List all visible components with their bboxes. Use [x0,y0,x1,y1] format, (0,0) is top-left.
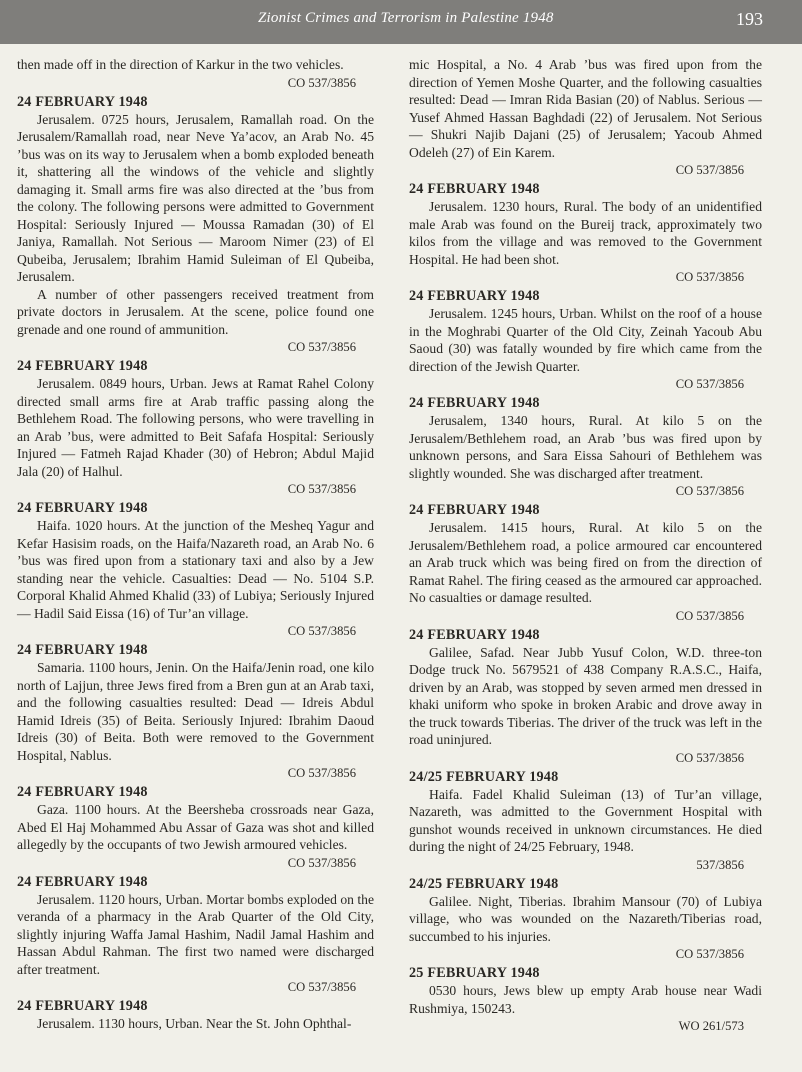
entry [409,394,762,500]
entry [409,768,762,874]
entry [17,357,374,498]
entry [17,56,374,92]
entry-text: Jerusalem, 1340 hours, Rural. At kilo 5 on the Jerusalem/Bethlehem road, an Arab ’bus was fired upon by unknown persons, and Sara Eissa Sahouri of Bethlehem was slightly wounded. She was discharged after treatment. [409,413,762,481]
entry [17,93,374,357]
source-reference: CO 537/3856 [287,766,356,780]
source-reference: CO 537/3856 [675,947,744,961]
entry-date: 24 FEBRUARY 1948 [17,358,148,374]
entry-date: 24 FEBRUARY 1948 [409,626,540,643]
source-reference: CO 537/3856 [287,855,356,870]
entry-text: Jerusalem. 1415 hours, Rural. At kilo 5 on the Jerusalem/Bethlehem road, a police armoured car encountered an Arab truck which was being fired on from the direction of Ramat Rahel. The firing ceased as the armoured car approached. No casualties or damage resulted. [409,520,762,605]
entry-date: 24 FEBRUARY 1948 [17,784,148,800]
entry-text: Jerusalem. 1230 hours, Rural. The body of an unidentified male Arab was found on the Bureij track, approximately two kilos from the village and was removed to the Government Hospital. He had been shot. [409,199,762,267]
entry-text: Jerusalem. 0725 hours, Jerusalem, Ramallah road. On the Jerusalem/Ramallah road, near Neve Ya’acov, an Arab No. 45 ’bus was on its way to Jerusalem when a bomb exploded beneath it, shattering all the windows of the vehicle and slightly damaging it. Small arms fire was also directed at the ’bus from the colony. The following persons were admitted to Government Hospital: Seriously Injured — Moussa Ramadan (30) of El Janiya, Ramallah. Not Serious — Maroom Nimer (23) of El Qubeiba, Jerusalem; Ibrahim Hamid Suleiman of El Qubeiba, Jerusalem. [17,111,374,284]
source-reference: CO 537/3856 [675,750,744,765]
entry [409,180,762,286]
entry [409,501,762,625]
entry-text: then made off in the direction of Karkur in the two vehicles. [17,57,344,72]
entry-date: 24 FEBRUARY 1948 [409,502,540,518]
source-reference: CO 537/3856 [287,980,356,994]
source-reference: CO 537/3856 [287,482,356,496]
entry [409,287,762,393]
entry [409,56,762,179]
entry-date: 24 FEBRUARY 1948 [17,998,148,1014]
entry-date: 24 FEBRUARY 1948 [17,500,148,516]
entry-text: Samaria. 1100 hours, Jenin. On the Haifa/Jenin road, one kilo north of Lajjun, three Jews fired from a Bren gun at an Arab taxi, and the following casualties resulted: Dead — Idreis Abdul Hamid Idreis (35) of Beita. Seriously Injured: Ibrahim Daoud Idreis (30) of Beita. Both were removed to the Government Hospital, Nablus. [17,660,374,763]
entry [17,783,374,872]
source-reference: 537/3856 [696,857,744,872]
entry [17,499,374,640]
entry-date: 24 FEBRUARY 1948 [17,873,148,890]
entry-text: Jerusalem. 1120 hours, Urban. Mortar bombs exploded on the veranda of a pharmacy in the Arab Quarter of the Old City, slightly injuring Waffa Jamal Hashim, Nadil Jamal Hashim and Hassan Abdul Rahman. The first two named were discharged after treatment. [17,891,374,977]
right-column [409,56,762,1036]
entry-text: mic Hospital, a No. 4 Arab ’bus was fired upon from the direction of Yemen Moshe Quarter, and the following casualties resulted: Dead — Imran Rida Basian (20) of Nablus. Serious — Yusef Ahmed Hassan Baghdadi (22) of Jerusalem. Not Serious — Shukri Najib Dajani (25) of Jerusalem; Yacoub Ahmed Odeleh (27) of Ein Karem. [409,57,762,160]
entry-date: 24 FEBRUARY 1948 [409,181,540,197]
running-header [0,0,802,44]
entry [409,964,762,1035]
source-reference: WO 261/573 [678,1019,744,1033]
entry-date: 24/25 FEBRUARY 1948 [409,768,559,785]
entry-text: Jerusalem. 1245 hours, Urban. Whilst on the roof of a house in the Moghrabi Quarter of the Old City, Zeinah Yacoub Abu Saoud (30) was fatally wounded by fire which came from the direction of the Jewish Quarter. [409,306,762,374]
entry-text: Galilee, Safad. Near Jubb Yusuf Colon, W.D. three-ton Dodge truck No. 5679521 of 438 Company R.A.S.C., Haifa, driven by an Arab, was stopped by seven armed men dressed in khaki uniform who spoke in broken Arabic and drove away in the truck towards Tiberias. The driver of the truck was left in the road uninjured. [409,644,762,747]
entry [17,997,374,1033]
entry-text: Haifa. Fadel Khalid Suleiman (13) of Tur’an village, Nazareth, was admitted to the Government Hospital with gunshot wounds received in unknown circumstances. He died during the night of 24/25 February, 1948. [409,786,762,854]
source-reference: CO 537/3856 [675,484,744,498]
source-reference: CO 537/3856 [287,340,356,354]
source-reference: CO 537/3856 [675,270,744,284]
source-reference: CO 537/3856 [675,163,744,177]
entry-text: Galilee. Night, Tiberias. Ibrahim Mansour (70) of Lubiya village, who was wounded on the Nazareth/Tiberias road, succumbed to his injuries. [409,893,762,944]
entry-date: 24/25 FEBRUARY 1948 [409,875,559,892]
running-title: Zionist Crimes and Terrorism in Palestine 1948 [258,10,554,26]
entry [409,875,762,964]
entry-text: Jerusalem. 1130 hours, Urban. Near the St. John Ophthal- [37,1016,352,1031]
page-number: 193 [736,9,763,29]
entry-text: Haifa. 1020 hours. At the junction of the Mesheq Yagur and Kefar Hasisim roads, on the Haifa/Nazareth road, an Arab No. 6 ’bus was fired upon from a stationary taxi and also by a Jew standing near the vehicle. Casualties: Dead — No. 5104 S.P. Corporal Khalid Ahmed Khalid (33) of Lubiya; Seriously Injured — Hadil Said Eissa (16) of Tur’an village. [17,518,374,621]
entry-date: 24 FEBRUARY 1948 [409,395,540,411]
entry-date: 24 FEBRUARY 1948 [409,288,540,304]
entry-text: Jerusalem. 0849 hours, Urban. Jews at Ramat Rahel Colony directed small arms fire at Arab traffic passing along the Bethlehem Road. The following persons, who were travelling in an Arab ’bus, were admitted to Beit Safafa Hospital: Seriously Injured — Fatmeh Rajad Khader (30) of Hebron; Abdul Majid Jala (20) of Halhul. [17,376,374,479]
source-reference: CO 537/3856 [675,608,744,623]
entry-date: 24 FEBRUARY 1948 [17,93,148,110]
source-reference: CO 537/3856 [287,624,356,638]
source-reference: CO 537/3856 [287,75,356,90]
entry [409,626,762,767]
entry [17,641,374,782]
entry-date: 24 FEBRUARY 1948 [17,642,148,658]
entry-date: 25 FEBRUARY 1948 [409,965,540,981]
entry-text: A number of other passengers received treatment from private doctors in Jerusalem. At the scene, police found one grenade and one round of ammunition. [17,286,374,337]
source-reference: CO 537/3856 [675,377,744,391]
entry-text: Gaza. 1100 hours. At the Beersheba crossroads near Gaza, Abed El Haj Mohammed Abu Assar of Gaza was shot and killed allegedly by the occupants of two Jewish armoured vehicles. [17,802,374,852]
entry-text: 0530 hours, Jews blew up empty Arab house near Wadi Rushmiya, 150243. [409,983,762,1016]
entry [17,873,374,997]
left-column [17,56,374,1033]
